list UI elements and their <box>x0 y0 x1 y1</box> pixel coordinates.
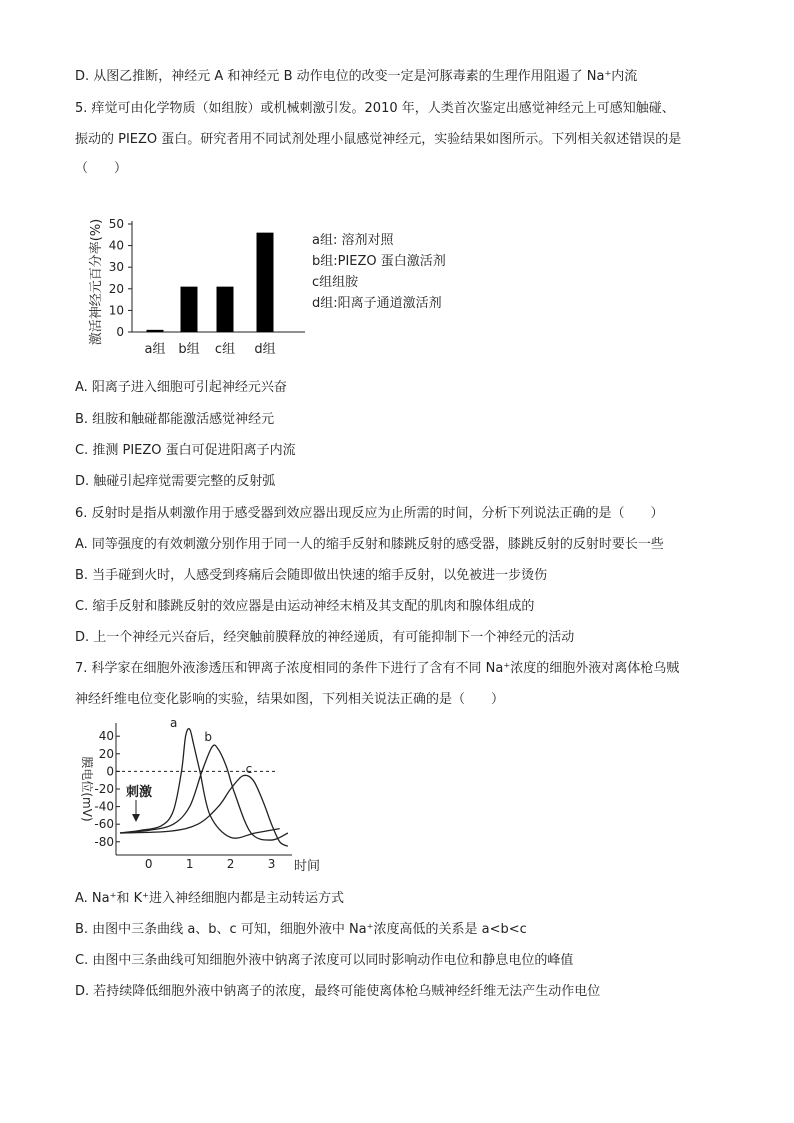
y-tick-label: 10 <box>108 303 124 318</box>
bar-chart <box>80 195 480 365</box>
legend-entry: a组: 溶剂对照 <box>312 233 394 248</box>
legend-entry: c组组胺 <box>312 275 359 290</box>
option-q5-d: D. 触碰引起痒觉需要完整的反射弧 <box>75 474 276 489</box>
option-q6-b: B. 当手碰到火时，人感受到疼痛后会随即做出快速的缩手反射，以免被进一步烫伤 <box>75 568 548 583</box>
x-tick-label: 1 <box>185 857 194 871</box>
series-label: b <box>204 729 212 744</box>
y-tick-label: -80 <box>94 834 114 849</box>
bar <box>217 287 234 332</box>
line-q4d: D. 从图乙推断，神经元 A 和神经元 B 动作电位的改变一定是河豚毒素的生理作用阻遏了 Na⁺内流 <box>75 69 638 84</box>
series-label: a <box>169 716 178 731</box>
option-q5-b: B. 组胺和触碰都能激活感觉神经元 <box>75 412 275 427</box>
x-tick-label: 0 <box>144 857 153 871</box>
option-q5-c: C. 推测 PIEZO 蛋白可促进阳离子内流 <box>75 443 296 458</box>
legend-entry: b组:PIEZO 蛋白激活剂 <box>312 254 446 269</box>
y-tick-label: 20 <box>108 281 124 296</box>
question-7-stem-1: 7. 科学家在细胞外液渗透压和钾离子浓度相同的条件下进行了含有不同 Na⁺浓度的细胞外液对离体枪乌贼 <box>75 661 680 676</box>
y-tick-label: -60 <box>94 817 114 832</box>
question-7-stem-2: 神经纤维电位变化影响的实验，结果如图，下列相关说法正确的是（ ） <box>75 692 505 707</box>
option-q6-c: C. 缩手反射和膝跳反射的效应器是由运动神经末梢及其支配的肌肉和腺体组成的 <box>75 599 535 614</box>
y-tick-label: 50 <box>108 217 124 231</box>
option-q6-d: D. 上一个神经元兴奋后，经突触前膜释放的神经递质，有可能抑制下一个神经元的活动 <box>75 630 575 645</box>
stimulus-arrow-head <box>132 814 140 822</box>
x-tick-label: 2 <box>226 857 235 871</box>
x-tick-label: d组 <box>254 342 276 357</box>
x-tick-label: b组 <box>178 342 200 357</box>
line-q5-stem-1: 5. 痒觉可由化学物质（如组胺）或机械刺激引发。2010 年，人类首次鉴定出感觉神经元上可感知触碰、 <box>75 101 675 116</box>
option-q7-d: D. 若持续降低细胞外液中钠离子的浓度，最终可能使离体枪乌贼神经纤维无法产生动作电位 <box>75 984 601 999</box>
y-tick-label: 20 <box>98 746 114 761</box>
bar <box>181 287 198 332</box>
stimulus-label: 刺激 <box>126 785 153 800</box>
option-q7-c: C. 由图中三条曲线可知细胞外液中钠离子浓度可以同时影响动作电位和静息电位的峰值 <box>75 953 574 968</box>
option-q7-b: B. 由图中三条曲线 a、b、c 可知，细胞外液中 Na⁺浓度高低的关系是 a<b<c <box>75 922 527 937</box>
y-tick-label: 40 <box>108 238 124 253</box>
x-axis-label: 时间 <box>294 859 321 874</box>
y-axis-label: 激活神经元百分率(%) <box>89 218 104 346</box>
legend-entry: d组:阳离子通道激活剂 <box>312 296 442 311</box>
bar <box>147 330 164 332</box>
y-tick-label: 0 <box>106 764 114 779</box>
x-tick-label: a组 <box>144 342 166 357</box>
option-q6-a: A. 同等强度的有效刺激分别作用于同一人的缩手反射和膝跳反射的感受器，膝跳反射的反射时要长一些 <box>75 537 664 552</box>
y-axis-label: 膜电位(mV) <box>80 756 94 822</box>
x-tick-label: c组 <box>214 342 236 357</box>
option-q5-a: A. 阳离子进入细胞可引起神经元兴奋 <box>75 380 287 395</box>
y-tick-label: 40 <box>98 729 114 744</box>
y-tick-label: -20 <box>94 782 114 796</box>
bar <box>257 233 274 332</box>
y-tick-label: 0 <box>116 325 124 339</box>
y-tick-label: -40 <box>94 799 114 814</box>
x-tick-label: 3 <box>267 857 276 871</box>
series-label: c <box>245 761 253 776</box>
question-6-stem: 6. 反射时是指从刺激作用于感受器到效应器出现反应为止所需的时间，分析下列说法正确的是（ ） <box>75 506 664 521</box>
y-tick-label: 30 <box>108 260 124 275</box>
option-q7-a: A. Na⁺和 K⁺进入神经细胞内都是主动转运方式 <box>75 891 345 906</box>
line-q5-bracket: （ ） <box>75 161 128 176</box>
line-q5-stem-2: 振动的 PIEZO 蛋白。研究者用不同试剂处理小鼠感觉神经元，实验结果如图所示。下列相关叙述错误的是 <box>75 132 682 147</box>
membrane-potential-chart <box>80 715 320 875</box>
